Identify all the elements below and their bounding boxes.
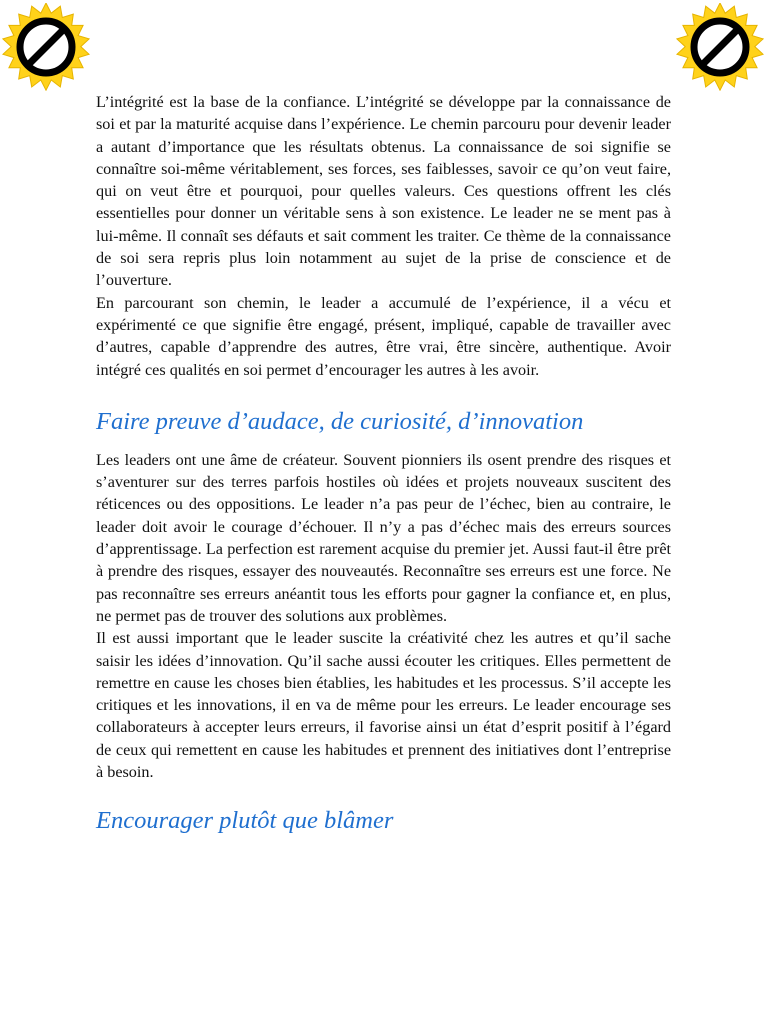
section-heading-audace: Faire preuve d’audace, de curiosité, d’innovation xyxy=(96,407,584,435)
section-heading-encourager: Encourager plutôt que blâmer xyxy=(96,807,394,835)
document-page xyxy=(96,91,671,836)
no-sign-icon xyxy=(2,3,90,91)
no-sign-badge-left xyxy=(2,3,90,91)
paragraph-creators: Les leaders ont une âme de créateur. Souvent pionniers ils osent prendre des risques et s’aventurer sur des terres parfois hostiles où idées et projets nouveaux suscitent des réticences ou des oppositions. Le leader n’a pas peur de l’échec, bien au contraire, le leader doit avoir le courage d’échouer. Il n’y a pas d’échec mais des erreurs sources d’apprentissage. La perfection est rarement acquise du premier jet. Aussi faut-il être prêt à prendre des risques, essayer des nouveautés. Reconnaître ses erreurs est une force. Ne pas reconnaître ses erreurs anéantit tous les efforts pour gagner la confiance et, en plus, ne permet pas de trouver des solutions aux problèmes. xyxy=(96,450,671,625)
paragraph-integrity: L’intégrité est la base de la confiance. L’intégrité se développe par la connaissance de soi et par la maturité acquise dans l’expérience. Le chemin parcouru pour devenir leader a autant d’importance que les résultats obtenus. La connaissance de soi signifie se connaître soi-même véritablement, ses forces, ses faiblesses, savoir ce qu’on veut faire, qui on veut être et pourquoi, pour quelles valeurs. Ces questions offrent les clés essentielles pour donner un véritable sens à son existence. Le leader ne se ment pas à lui-même. Il connaît ses défauts et sait comment les traiter. Ce thème de la connaissance de soi sera repris plus loin notamment au sujet de la prise de conscience et de l’ouverture. xyxy=(96,93,671,290)
no-sign-badge-right xyxy=(676,3,764,91)
no-sign-icon xyxy=(676,3,764,91)
paragraph-experience: En parcourant son chemin, le leader a accumulé de l’expérience, il a vécu et expérimenté ce que signifie être engagé, présent, impliqué, capable de travailler avec d’autres, capable d’apprendre des autres, être vrai, être sincère, authentique. Avoir intégré ces qualités en soi permet d’encourager les autres à les avoir. xyxy=(96,293,671,379)
paragraph-creativity: Il est aussi important que le leader suscite la créativité chez les autres et qu’il sache saisir les idées d’innovation. Qu’il sache aussi écouter les critiques. Elles permettent de remettre en cause les choses bien établies, les habitudes et les processus. S’il accepte les critiques et les innovations, il en va de même pour les erreurs. Le leader encourage ses collaborateurs à accepter leurs erreurs, il favorise ainsi un état d’esprit positif à l’égard de ceux qui remettent en cause les habitudes et prennent des initiatives dont l’entreprise à besoin. xyxy=(96,629,671,782)
